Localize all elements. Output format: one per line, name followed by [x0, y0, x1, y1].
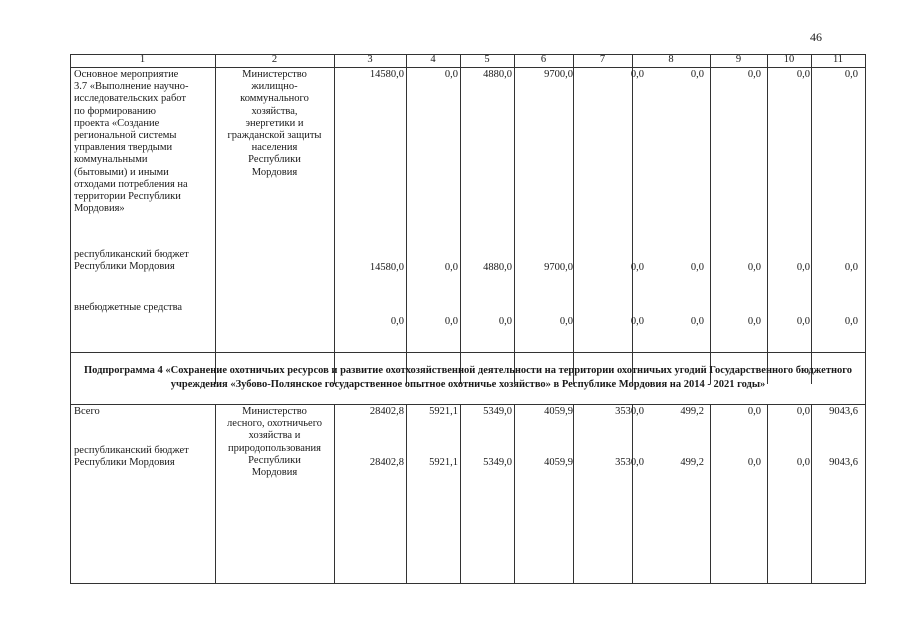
- budget-table: [70, 54, 866, 584]
- cell: 9700,0: [544, 69, 573, 80]
- cell: 0,0: [444, 69, 458, 80]
- cell: 499,2: [680, 457, 704, 468]
- col-header-3: 3: [367, 54, 373, 65]
- cell: 9700,0: [544, 262, 573, 273]
- cell: 9043,6: [829, 457, 858, 468]
- total-label: Всего: [74, 406, 100, 417]
- budget-label-block2: республиканский бюджет Республики Мордовия: [74, 445, 189, 469]
- cell: 0,0: [690, 262, 704, 273]
- col-header-6: 6: [540, 54, 547, 65]
- cell: 0,0: [444, 316, 458, 327]
- cell: 14580,0: [369, 262, 404, 273]
- cell: 5921,1: [429, 457, 458, 468]
- cell: 0,0: [630, 262, 644, 273]
- cell: 0,0: [844, 262, 858, 273]
- col-header-9: 9: [735, 54, 742, 65]
- cell: 9043,6: [829, 406, 858, 417]
- extra-label: внебюджетные средства: [74, 302, 183, 313]
- col-header-11: 11: [832, 54, 844, 65]
- col-header-2: 2: [271, 54, 278, 65]
- cell: 5921,1: [429, 406, 458, 417]
- subprogram-title: Подпрограмма 4 «Сохранение охотничьих ресурсов и развитие охотхозяйственной деятельности на территории охотничьих угодий Государственного бюджетного учреждения «Зубово-Полянское государственное опытное охотничье хозяйство» в Республике Мордовия на 2014 - 2021 годы»: [83, 365, 853, 390]
- cell: 4880,0: [483, 262, 512, 273]
- cell: 0,0: [444, 262, 458, 273]
- cell: 5349,0: [483, 406, 512, 417]
- cell: 3530,0: [615, 457, 644, 468]
- col-header-5: 5: [484, 54, 490, 65]
- cell: 0,0: [498, 316, 512, 327]
- executor-block1: Министерство жилищно- коммунального хозяйства, энергетики и гражданской защиты населения Республики Мордовия: [227, 69, 322, 178]
- col-header-7: 7: [599, 54, 606, 65]
- cell: 0,0: [747, 262, 761, 273]
- cell: 0,0: [747, 457, 761, 468]
- cell: 5349,0: [483, 457, 512, 468]
- executor-block2: Министерство лесного, охотничьего хозяйства и природопользования Республики Мордовия: [226, 406, 323, 479]
- activity-description: Основное мероприятие 3.7 «Выполнение научно- исследовательских работ по формированию проекта «Создание региональной системы управления твердыми коммунальными (бытовыми) и иными отходами потребления на территории Республики Мордовия»: [74, 69, 189, 215]
- cell: 0,0: [630, 69, 644, 80]
- cell: 4059,9: [544, 457, 573, 468]
- cell: 4059,9: [544, 406, 573, 417]
- cell: 0,0: [796, 262, 810, 273]
- cell: 0,0: [844, 316, 858, 327]
- col-header-4: 4: [430, 54, 436, 65]
- cell: 0,0: [747, 406, 761, 417]
- cell: 0,0: [796, 406, 810, 417]
- cell: 3530,0: [615, 406, 644, 417]
- cell: 0,0: [844, 69, 858, 80]
- cell: 4880,0: [483, 69, 512, 80]
- cell: 0,0: [796, 457, 810, 468]
- cell: 0,0: [747, 69, 761, 80]
- cell: 0,0: [747, 316, 761, 327]
- cell: 0,0: [690, 69, 704, 80]
- cell: 0,0: [630, 316, 644, 327]
- cell: 0,0: [690, 316, 704, 327]
- cell: 28402,8: [369, 406, 404, 417]
- col-header-10: 10: [783, 54, 795, 65]
- cell: 14580,0: [369, 69, 404, 80]
- cell: 28402,8: [369, 457, 404, 468]
- budget-label-block1: республиканский бюджет Республики Мордовия: [74, 249, 189, 273]
- col-header-8: 8: [668, 54, 674, 65]
- col-header-1: 1: [139, 54, 146, 65]
- cell: 499,2: [680, 406, 704, 417]
- cell: 0,0: [796, 69, 810, 80]
- page-number: 46: [810, 30, 822, 44]
- cell: 0,0: [796, 316, 810, 327]
- cell: 0,0: [390, 316, 404, 327]
- cell: 0,0: [559, 316, 573, 327]
